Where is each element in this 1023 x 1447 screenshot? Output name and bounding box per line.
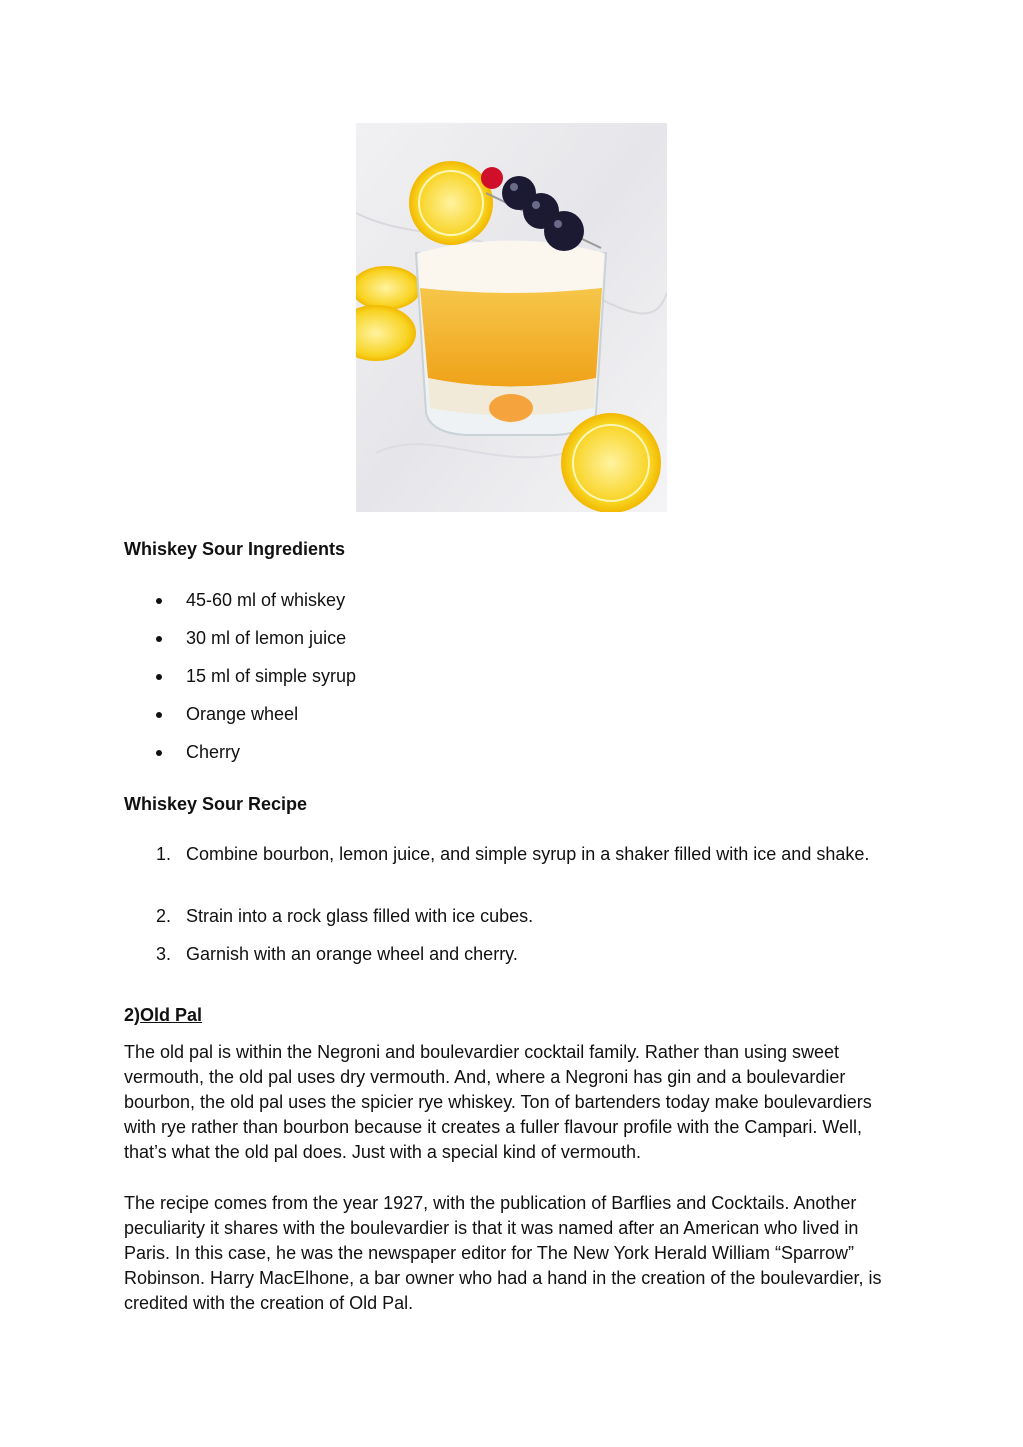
recipe-step bbox=[156, 842, 876, 867]
foam bbox=[418, 241, 604, 294]
old-pal-link[interactable]: Old Pal bbox=[140, 1005, 203, 1025]
ingredient-label: 45-60 ml of whiskey bbox=[186, 590, 346, 610]
ingredients-heading: Whiskey Sour Ingredients bbox=[124, 539, 346, 559]
ingredient-label: 30 ml of lemon juice bbox=[186, 628, 347, 648]
paragraph: The old pal is within the Negroni and boulevardier cocktail family. Rather than using sweet vermouth, the old pal uses dry vermouth. And, where a Negroni has gin and a boulevardier bourbon, the old pal uses the spicier rye whiskey. Ton of bartenders today make boulevardiers with rye rather than bourbon because it creates a fuller flavour profile with the Campari. Well, that’s what the old pal does. Just with a special kind of vermouth. bbox=[124, 1042, 872, 1162]
lemon-wheel-garnish bbox=[409, 161, 493, 245]
ingredient-label: 15 ml of simple syrup bbox=[186, 666, 357, 686]
step-number: 3. bbox=[156, 944, 172, 964]
bullet-icon bbox=[156, 598, 162, 604]
cherry bbox=[544, 211, 584, 251]
ingredient-label: Cherry bbox=[186, 742, 241, 762]
bullet-icon bbox=[156, 674, 162, 680]
recipe-heading: Whiskey Sour Recipe bbox=[124, 794, 308, 814]
red-bead bbox=[481, 167, 503, 189]
paragraph: The recipe comes from the year 1927, with the publication of Barflies and Cocktails. Another peculiarity it shares with the boulevardier is that it was named after an American who lived in Paris. In this case, he was the newspaper editor for The New York Herald William “Sparrow” Robinson. Harry MacElhone, a bar owner who had a hand in the creation of the boulevardier, is credited with the creation of Old Pal. bbox=[124, 1193, 882, 1313]
lemon-slice-front bbox=[561, 413, 661, 512]
step-number: 2. bbox=[156, 906, 172, 926]
recipe-step bbox=[156, 942, 876, 967]
drink bbox=[420, 288, 602, 387]
ingredient-label: Orange wheel bbox=[186, 704, 299, 724]
recipe-step bbox=[156, 904, 876, 929]
whiskey-sour-image bbox=[356, 123, 667, 512]
section-prefix: 2) bbox=[124, 1005, 141, 1025]
bullet-icon bbox=[156, 712, 162, 718]
step-number: 1. bbox=[156, 844, 172, 864]
bullet-icon bbox=[156, 636, 162, 642]
section-title bbox=[124, 1003, 202, 1028]
step-text: Garnish with an orange wheel and cherry. bbox=[186, 944, 518, 964]
cocktail-photo bbox=[356, 123, 667, 512]
step-text: Strain into a rock glass filled with ice cubes. bbox=[186, 906, 534, 926]
bullet-icon bbox=[156, 750, 162, 756]
step-text: Combine bourbon, lemon juice, and simple syrup in a shaker filled with ice and shake. bbox=[186, 844, 870, 864]
